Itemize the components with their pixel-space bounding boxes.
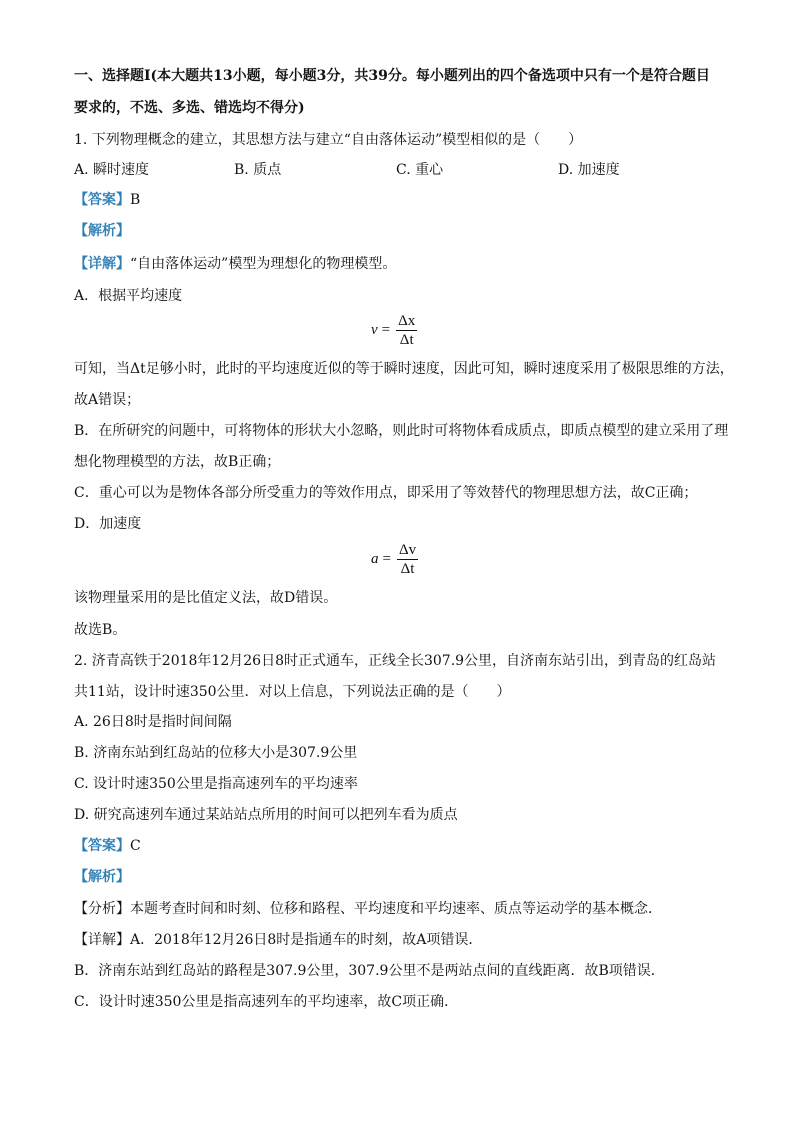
formula-numerator: Δv <box>398 542 417 558</box>
formula-equals: = <box>382 551 391 567</box>
q2-detail-a <box>74 930 482 950</box>
section-header-line2: 要求的，不选、多选、错选均不得分) <box>74 100 305 116</box>
analysis-sub-tag: 【分析】 <box>74 901 130 917</box>
q1-c-line: C．重心可以为是物体各部分所受重力的等效作用点，即采用了等效替代的物理思想方法，故C正确； <box>74 485 698 501</box>
formula-lhs: v <box>371 322 378 338</box>
q1-option-c: C. 重心 <box>396 162 444 178</box>
q2-option-b: B. 济南东站到红岛站的位移大小是307.9公里 <box>74 745 358 761</box>
formula-acceleration <box>371 541 418 578</box>
q2-detail-b: B．济南东站到红岛站的路程是307.9公里，307.9公里不是两站点间的直线距离．故B项错误． <box>74 963 665 979</box>
q2-analysis <box>74 899 662 919</box>
formula-lhs: a <box>371 551 379 567</box>
q2-detail-a-text: A．2018年12月26日8时是指通车的时刻，故A项错误． <box>130 932 483 948</box>
q1-option-d: D. 加速度 <box>558 162 620 178</box>
formula-numerator: Δx <box>398 313 416 329</box>
q1-detail <box>74 254 396 274</box>
q1-detail-text: “自由落体运动”模型为理想化的物理模型。 <box>130 256 397 272</box>
q1-option-b: B. 质点 <box>234 162 282 178</box>
formula-velocity <box>371 312 417 349</box>
q2-stem-line2: 共11站，设计时速350公里．对以上信息，下列说法正确的是（ ） <box>74 684 511 700</box>
q2-option-c: C. 设计时速350公里是指高速列车的平均速率 <box>74 776 358 792</box>
q1-analysis-heading <box>74 221 130 241</box>
q2-answer <box>74 836 141 856</box>
q2-option-d: D. 研究高速列车通过某站站点所用的时间可以把列车看为质点 <box>74 807 458 823</box>
formula-equals: = <box>381 322 391 338</box>
detail-tag: 【详解】 <box>74 256 130 272</box>
q2-answer-value: C <box>130 838 141 854</box>
q1-b-line2: 想化物理模型的方法，故B正确； <box>74 454 281 470</box>
q1-a-line1: 可知，当Δt足够小时，此时的平均速度近似的等于瞬时速度，因此可知，瞬时速度采用了极限思维的方法， <box>74 361 734 377</box>
analysis-tag: 【解析】 <box>74 223 130 239</box>
q1-conclusion: 故选B。 <box>74 622 127 638</box>
q1-a-intro: A．根据平均速度 <box>74 288 183 304</box>
section-header-line1: 一、选择题Ⅰ(本大题共13小题，每小题3分，共39分。每小题列出的四个备选项中只有一个是符合题目 <box>74 68 710 84</box>
q2-analysis-text: 本题考查时间和时刻、位移和路程、平均速度和平均速率、质点等运动学的基本概念． <box>130 901 662 917</box>
formula-denominator: Δt <box>400 561 415 577</box>
q1-answer-value: B <box>130 192 141 208</box>
q2-detail-c: C．设计时速350公里是指高速列车的平均速率，故C项正确． <box>74 994 459 1010</box>
q1-d-line: 该物理量采用的是比值定义法，故D错误。 <box>74 590 338 606</box>
q1-b-line1: B．在所研究的问题中，可将物体的形状大小忽略，则此时可将物体看成质点，即质点模型的建立采用了理 <box>74 423 729 439</box>
q2-stem-line1: 2. 济青高铁于2018年12月26日8时正式通车，正线全长307.9公里，自济南东站引出，到青岛的红岛站 <box>74 653 717 669</box>
analysis-tag: 【解析】 <box>74 869 130 885</box>
detail-tag: 【详解】 <box>74 932 130 948</box>
formula-denominator: Δt <box>399 332 414 348</box>
q1-a-line2: 故A错误； <box>74 392 141 408</box>
q1-answer <box>74 190 140 210</box>
answer-tag: 【答案】 <box>74 192 130 208</box>
q2-analysis-heading <box>74 867 130 887</box>
q2-option-a: A. 26日8时是指时间间隔 <box>74 714 232 730</box>
answer-tag: 【答案】 <box>74 838 130 854</box>
q1-option-a: A. 瞬时速度 <box>74 162 150 178</box>
q1-stem: 1. 下列物理概念的建立，其思想方法与建立“自由落体运动”模型相似的是（ ） <box>74 132 583 148</box>
q1-d-intro: D．加速度 <box>74 516 142 532</box>
